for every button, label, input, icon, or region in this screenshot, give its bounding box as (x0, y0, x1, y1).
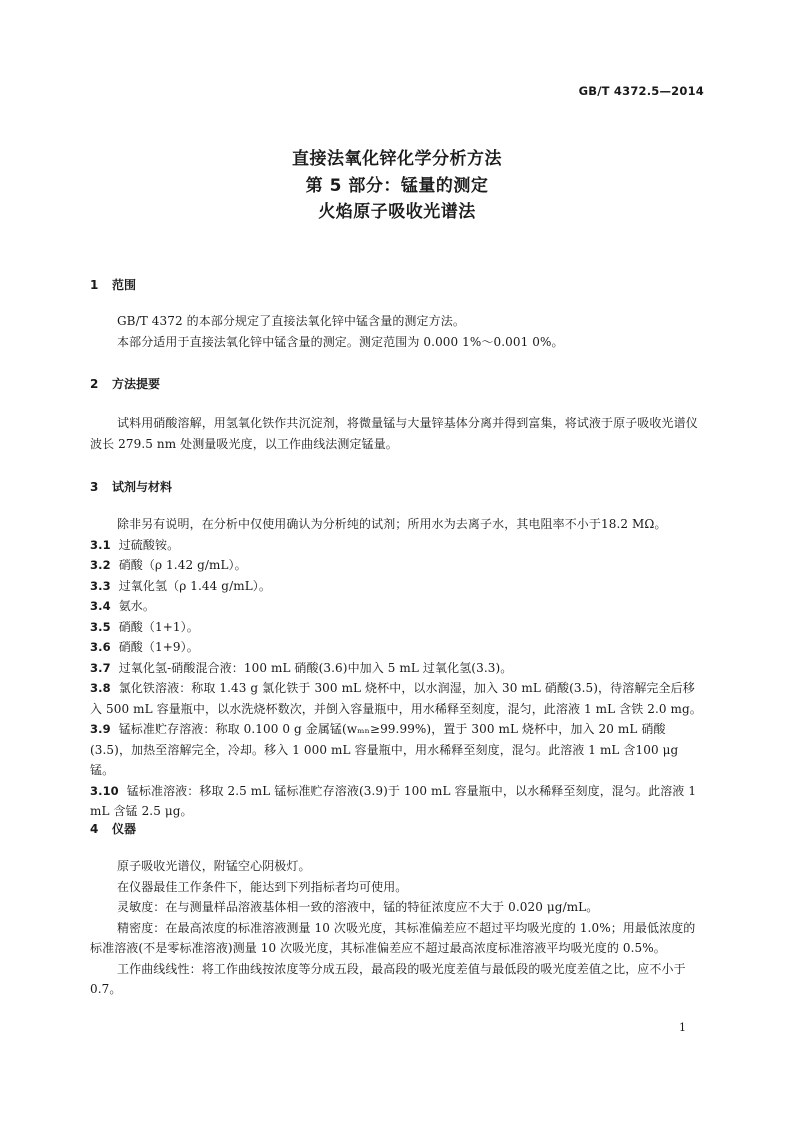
reagent-item (90, 555, 706, 576)
item-number: 3.4 (90, 599, 111, 613)
section-heading-scope (90, 276, 136, 293)
paragraph: 精密度：在最高浓度的标准溶液测量 10 次吸光度，其标准偏差应不超过平均吸光度的 1.0%；用最低浓度的标准溶液(不是零标准溶液)测量 10 次吸光度，其标准偏差应不超过最高浓度标准溶液平均吸光度的 0.5%。 (90, 920, 696, 955)
item-number: 3.10 (90, 783, 119, 798)
paragraph: 工作曲线线性：将工作曲线按浓度等分成五段，最高段的吸光度差值与最低段的吸光度差值之比，应不小于 0.7。 (90, 961, 686, 996)
section-body-reagents (90, 514, 706, 822)
section-heading-apparatus (90, 820, 136, 837)
document-title (0, 146, 794, 226)
item-number: 3.1 (90, 537, 111, 552)
item-text: 过氧化氢（ρ 1.44 g/mL）。 (118, 578, 271, 593)
title-line-3: 火焰原子吸收光谱法 (318, 202, 476, 222)
reagent-item (90, 535, 706, 556)
section-number: 1 (90, 278, 99, 292)
item-text: 氯化铁溶液：称取 1.43 g 氯化铁于 300 mL 烧杯中，以水润湿，加入 30 mL 硝酸(3.5)，待溶解完全后移入 500 mL 容量瓶中，以水洗烧杯数次，并倒入容量瓶中，用水稀释至刻度，混匀，此溶液 1 mL 含铁 2.0 mg。 (90, 681, 702, 716)
standard-code: GB/T 4372.5—2014 (578, 84, 704, 98)
item-number: 3.3 (90, 578, 111, 593)
section-title: 范围 (112, 278, 137, 292)
reagent-item (90, 719, 706, 781)
paragraph: 本部分适用于直接法氧化锌中锰含量的测定。测定范围为 0.000 1%～0.001 0%。 (117, 334, 564, 349)
section-number: 2 (90, 377, 99, 391)
section-number: 3 (90, 480, 99, 494)
item-text: 锰标准贮存溶液：称取 0.100 0 g 金属锰(wₘₙ≥99.99%)，置于 300 mL 烧杯中，加入 20 mL 硝酸(3.5)，加热至溶解完全，冷却。移入 1 000 mL 容量瓶中，用水稀释至刻度，混匀。此溶液 1 mL 含100 μg 锰。 (90, 722, 679, 777)
section-title: 仪器 (112, 822, 137, 836)
paragraph: 试料用硝酸溶解，用氢氧化铁作共沉淀剂，将微量锰与大量锌基体分离并得到富集，将试液于原子吸收光谱仪波长 279.5 nm 处测量吸光度，以工作曲线法测定锰量。 (90, 416, 698, 451)
item-text: 硝酸（1+9）。 (118, 640, 199, 654)
section-body-method (90, 413, 706, 454)
reagent-item (90, 678, 706, 719)
reagent-item (90, 617, 706, 638)
item-number: 3.2 (90, 558, 111, 572)
paragraph: GB/T 4372 的本部分规定了直接法氧化锌中锰含量的测定方法。 (117, 314, 465, 328)
paragraph: 原子吸收光谱仪，附锰空心阴极灯。 (117, 859, 311, 873)
section-body-apparatus (90, 856, 706, 1000)
paragraph: 除非另有说明，在分析中仅使用确认为分析纯的试剂；所用水为去离子水，其电阻率不小于18.2 MΩ。 (117, 517, 667, 531)
item-text: 锰标准溶液：移取 2.5 mL 锰标准贮存溶液(3.9)于 100 mL 容量瓶中，以水稀释至刻度，混匀。此溶液 1 mL 含锰 2.5 μg。 (90, 783, 697, 818)
title-line-1: 直接法氧化锌化学分析方法 (292, 149, 502, 169)
reagent-item (90, 637, 706, 658)
item-text: 过氧化氢-硝酸混合液：100 mL 硝酸(3.6)中加入 5 mL 过氧化氢(3.3)。 (118, 660, 513, 675)
item-number: 3.8 (90, 681, 111, 695)
item-text: 氨水。 (118, 599, 155, 613)
item-number: 3.6 (90, 640, 111, 654)
section-heading-method (90, 375, 160, 392)
item-text: 硝酸（ρ 1.42 g/mL）。 (118, 558, 247, 572)
paragraph: 在仪器最佳工作条件下，能达到下列指标者均可使用。 (117, 879, 408, 894)
section-title: 试剂与材料 (112, 480, 173, 494)
item-number: 3.7 (90, 660, 111, 675)
reagent-item (90, 781, 706, 822)
paragraph: 灵敏度：在与测量样品溶液基体相一致的溶液中，锰的特征浓度应不大于 0.020 μg/mL。 (117, 900, 599, 914)
section-heading-reagents (90, 478, 172, 495)
item-number: 3.5 (90, 619, 111, 634)
section-number: 4 (90, 822, 99, 836)
section-title: 方法提要 (112, 377, 161, 391)
reagent-item (90, 658, 706, 679)
item-text: 硝酸（1+1）。 (118, 619, 199, 634)
page-number: 1 (679, 1021, 686, 1034)
reagent-item (90, 596, 706, 617)
section-body-scope (90, 311, 706, 352)
item-text: 过硫酸铵。 (118, 537, 180, 552)
title-line-2: 第 5 部分：锰量的测定 (305, 175, 489, 196)
item-number: 3.9 (90, 722, 111, 736)
reagent-item (90, 576, 706, 597)
